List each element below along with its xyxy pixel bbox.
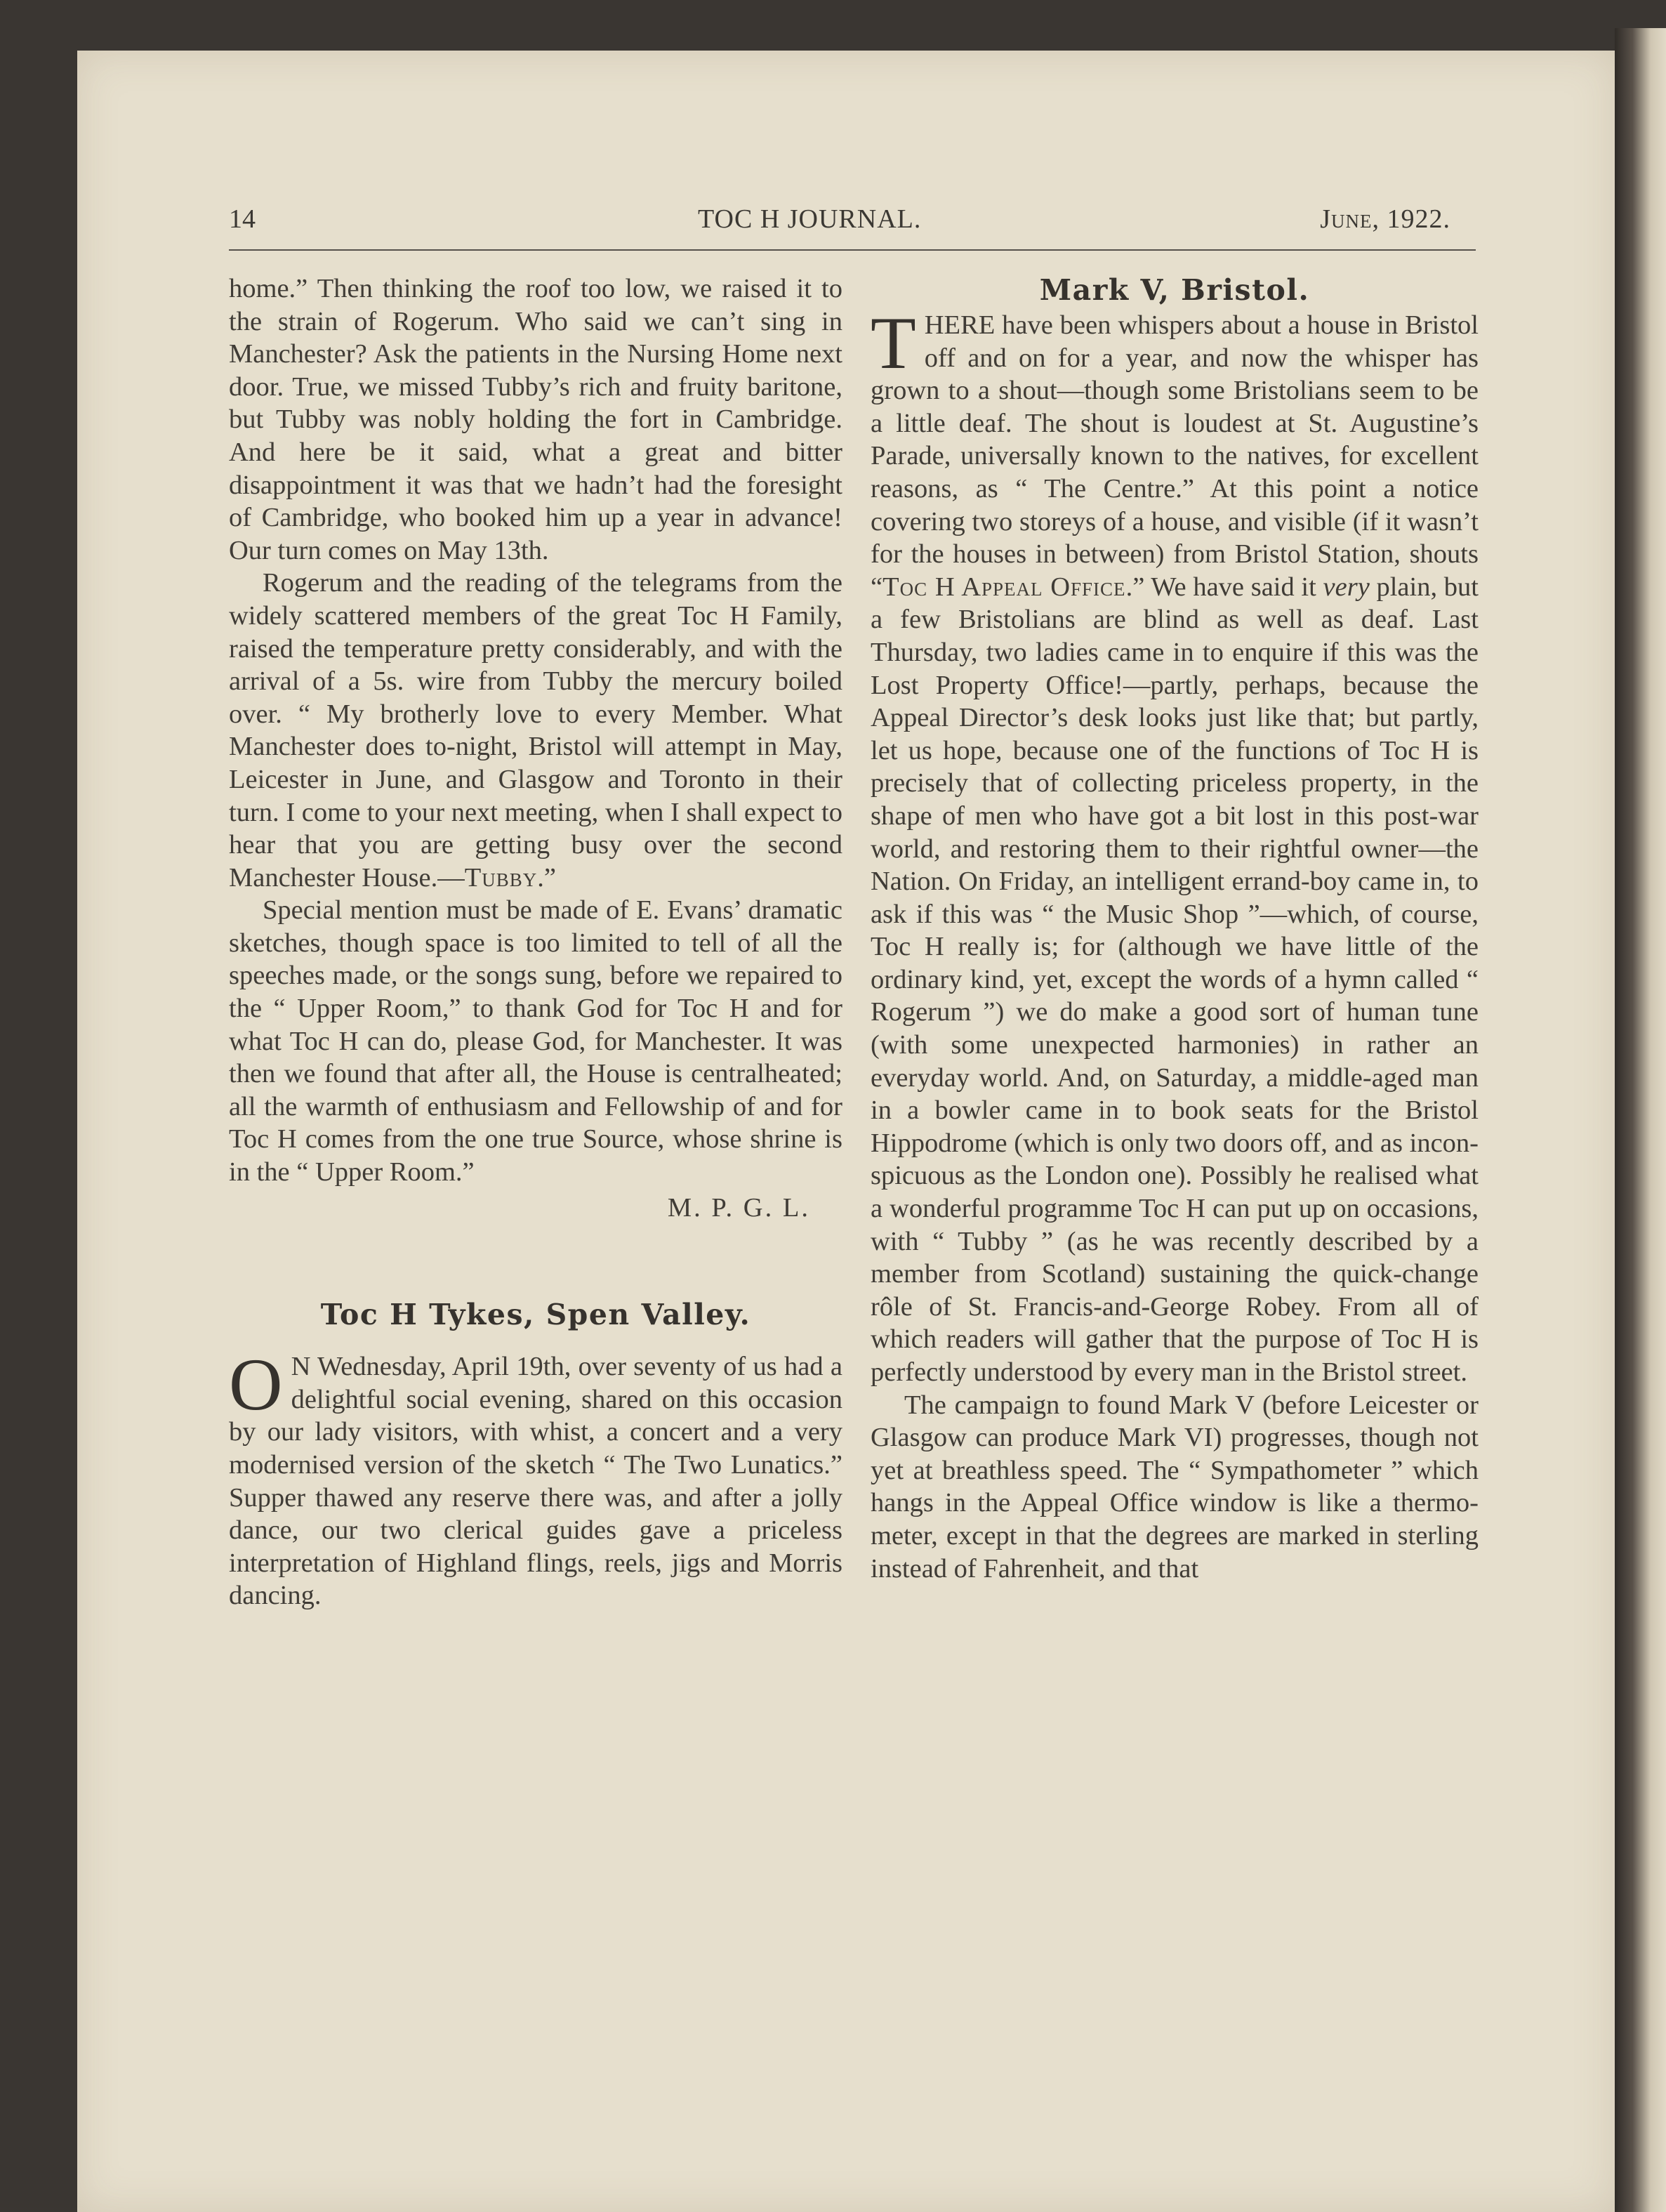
office-sign-text: Toc H Appeal Office	[882, 572, 1126, 602]
paragraph	[229, 1343, 842, 1612]
header-rule	[229, 249, 1476, 251]
paragraph-text: .”	[537, 862, 556, 893]
signature-name: Tubby	[464, 862, 538, 893]
paragraph: Special mention must be made of E. Evans’ dramatic sketches, though space is too limited to tell of all the speeches made, or the songs sung, before we repaired to the “ Upper Room,” to thank God for Toc H and for what Toc H can do, please God, for Manchester. It was then we found that after all, the House is centralheated; all the warmth of enthusiasm and Fellowship of and for Toc H comes from the one true Source, whose shrine is in the “ Upper Room.”	[229, 895, 842, 1187]
journal-title: TOC H JOURNAL.	[698, 204, 922, 234]
paragraph-text: plain, but a few Bristolians are blind as well as deaf. Last Thursday, two ladies came in to enquire if this was the Lost Property Office!—partly, perhaps, because the Appeal Director’s desk looks just like that; but partly, let us hope, because one of the functions of Toc H is precisely that of collecting priceless property, in the shape of men who have got a bit lost in this post-war world, and restoring them to their rightful owner—the Nation. On Friday, an intelligent errand-boy came in, to ask if this was “ the Music Shop ”—which, of course, Toc H really is; for (although we have little of the ordinary kind, yet, except the words of a hymn called “ Rogerum ”) we do make a good sort of human tune (with some unexpected harmonies) in rather an everyday world. And, on Saturday, a middle-aged man in a bowler came in to book seats for the Bristol Hippodrome (which is only two doors off, and as inconspicuous as the London one). Possibly he realised what a wonderful programme Toc H can put up on occasions, with “ Tubby ” (as he was recently described by a member from Scotland) sustaining the quick-change rôle of St. Francis-and-George Robey. From all of which readers will gather that the purpose of Toc H is perfectly understood by every man in the Bristol street.	[871, 572, 1479, 1387]
left-column	[229, 272, 842, 1612]
paragraph	[229, 567, 842, 894]
drop-cap: O	[229, 1343, 283, 1426]
drop-cap: T	[871, 302, 916, 384]
paragraph-text: N Wednesday, April 19th, over seventy of us had a delightful social evening, shared on this occasion by our lady visitors, with whist, a concert and a very modernised version of the sketch “ The Two Lunatics.” Supper thawed any reserve there was, and after a jolly dance, our two clerical guides gave a priceless interpretation of Highland flings, reels, jigs and Morris dancing.	[229, 1352, 842, 1611]
page-number: 14	[229, 204, 256, 234]
issue-date: June, 1922.	[1320, 204, 1450, 234]
paragraph	[871, 302, 1479, 1389]
author-initials: M. P. G. L.	[667, 1192, 810, 1223]
page-edge-shadow	[1615, 28, 1666, 2212]
emphasis: very	[1323, 572, 1370, 602]
paragraph: The campaign to found Mark V (before Leicester or Glasgow can produce Mark VI) progresses, though not yet at breathless speed. The “ Sympathometer ” which hangs in the Appeal Office window is like a thermometer, except in that the degrees are marked in sterling instead of Fahrenheit, and that	[871, 1390, 1479, 1584]
paragraph-text: Rogerum and the reading of the telegrams from the widely scattered members of the great Toc H Family, raised the temperature pretty considerably, and with the arrival of a 5s. wire from Tubby the mercury boiled over. “ My brotherly love to every Member. What Manchester does to-night, Bristol will attempt in May, Leicester in June, and Glasgow and Toronto in their turn. I come to your next meeting, when I shall expect to hear that you are getting busy over the second Manchester House.—	[229, 568, 842, 893]
paragraph: home.” Then thinking the roof too low, we raised it to the strain of Rogerum. Who said we can’t sing in Manchester? Ask the patients in the Nursing Home next door. True, we missed Tubby’s rich and fruity baritone, but Tubby was nobly holding the fort in Cambridge. And here be it said, what a great and bitter disappointment it was that we hadn’t had the foresight of Cambridge, who booked him up a year in advance! Our turn comes on May 13th.	[229, 274, 842, 565]
section-heading: Toc H Tykes, Spen Valley.	[320, 1298, 751, 1332]
right-column	[871, 272, 1479, 1585]
paragraph-text: .” We have said it	[1125, 572, 1323, 602]
running-header	[229, 204, 1450, 246]
paragraph-text: HERE have been whispers about a house in Bristol off and on for a year, and now the whisper has grown to a shout—though some Bristolians seem to be a little deaf. The shout is loudest at St. Augustine’s Parade, universally known to the natives, for excellent reasons, as “ The Centre.” At this point a notice covering two storeys of a house, and visible (if it wasn’t for the houses in between) from Bristol Station, shouts “	[871, 310, 1479, 602]
section-heading: Mark V, Bristol.	[1039, 273, 1310, 307]
